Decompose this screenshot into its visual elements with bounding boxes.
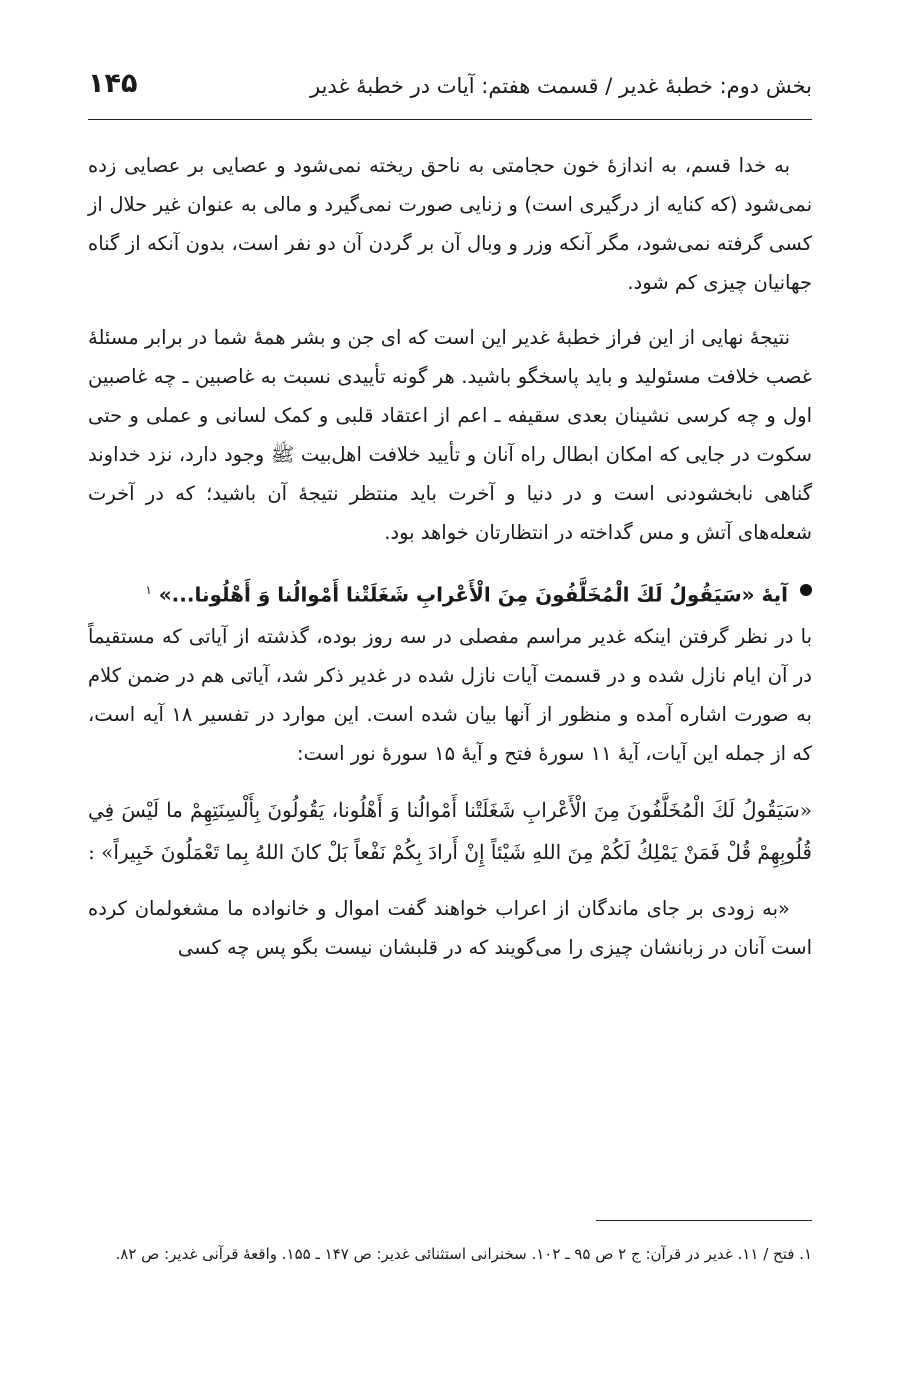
running-title: بخش دوم: خطبهٔ غدیر / قسمت هفتم: آیات در خطبهٔ غدیر: [309, 74, 812, 98]
running-header: [88, 68, 812, 108]
paragraph: نتیجهٔ نهایی از این فراز خطبهٔ غدیر این است که ای جن و بشر همهٔ شما در برابر مسئلهٔ غصب خلافت مسئولید و باید پاسخگو باشید. هر گونه تأییدی نسبت به غاصبین ـ چه غاصبین اول و چه کرسی نشینان بعدی سقیفه ـ اعم از اعتقاد قلبی و کمک لسانی و عملی و حتی سکوت در جایی که امکان ابطال راه آنان و تأیید خلافت اهل‌بیت ﷺ وجود دارد، نزد خداوند گناهی نابخشودنی است و در دنیا و آخرت باید منتظر نتیجهٔ آن باشید؛ که در آخرت شعله‌های آتش و مس گداخته در انتظارتان خواهد بود.: [88, 326, 812, 544]
book-page: [88, 0, 812, 1390]
main-text: [88, 146, 812, 967]
section-heading: [88, 568, 812, 617]
page-number: ۱۴۵: [88, 68, 138, 99]
heading-text: آیهٔ «سَيَقُولُ لَكَ الْمُخَلَّفُونَ مِنَ الْأَعْرابِ شَغَلَتْنا أَمْوالُنا وَ أَهْلُونا...»: [158, 582, 788, 607]
bullet-icon: [800, 584, 812, 596]
header-rule: [88, 119, 812, 120]
paragraph: «به زودی بر جای ماندگان از اعراب خواهند گفت اموال و خانواده ما مشغولمان کرده است آنان در زبانشان چیزی را می‌گویند که در قلبشان نیست بگو پس چه کسی: [88, 896, 812, 959]
paragraph: با در نظر گرفتن اینکه غدیر مراسم مفصلی در سه روز بوده، گذشته از آیاتی که مستقیماً در آن ایام نازل شده و در قسمت آیات نازل شده در غدیر ذکر شد، آیاتی هم در ضمن کلام به صورت اشاره آمده و منظور از آنها بیان شده است. این موارد در تفسیر ۱۸ آیه است، که از جمله این آیات، آیهٔ ۱۱ سورهٔ فتح و آیهٔ ۱۵ سورهٔ نور است:: [88, 624, 812, 765]
footnote-rule: [596, 1220, 812, 1221]
quran-quote: «سَيَقُولُ لَكَ الْمُخَلَّفُونَ مِنَ الْأَعْرابِ شَغَلَتْنا أَمْوالُنا وَ أَهْلُونا، يَقُولُونَ بِأَلْسِنَتِهِمْ ما لَيْسَ فِي قُلُوبِهِمْ قُلْ فَمَنْ يَمْلِكُ لَكُمْ مِنَ اللهِ شَيْئاً إِنْ أَرادَ بِكُمْ نَفْعاً بَلْ كانَ اللهُ بِما تَعْمَلُونَ خَبِيراً» :: [88, 797, 812, 864]
paragraph: به خدا قسم، به اندازهٔ خون حجامتی به ناحق ریخته نمی‌شود و عصایی بر عصایی زده نمی‌شود (که کنایه از درگیری است) و زنایی صورت نمی‌گیرد و مالی به عنوان غیر حلال از کسی گرفته نمی‌شود، مگر آنکه وزر و وبال آن بر گردن آن دو نفر است، بدون آنکه از گناه جهانیان چیزی کم شود.: [88, 154, 812, 294]
footnote: ۱. فتح / ۱۱. غدیر در قرآن: ج ۲ ص ۹۵ ـ ۱۰۲. سخنرانی استثنائی غدیر: ص ۱۴۷ ـ ۱۵۵. واقعهٔ قرآنی غدیر: ص ۸۲.: [115, 1245, 812, 1263]
footnote-marker: ۱: [145, 583, 152, 597]
